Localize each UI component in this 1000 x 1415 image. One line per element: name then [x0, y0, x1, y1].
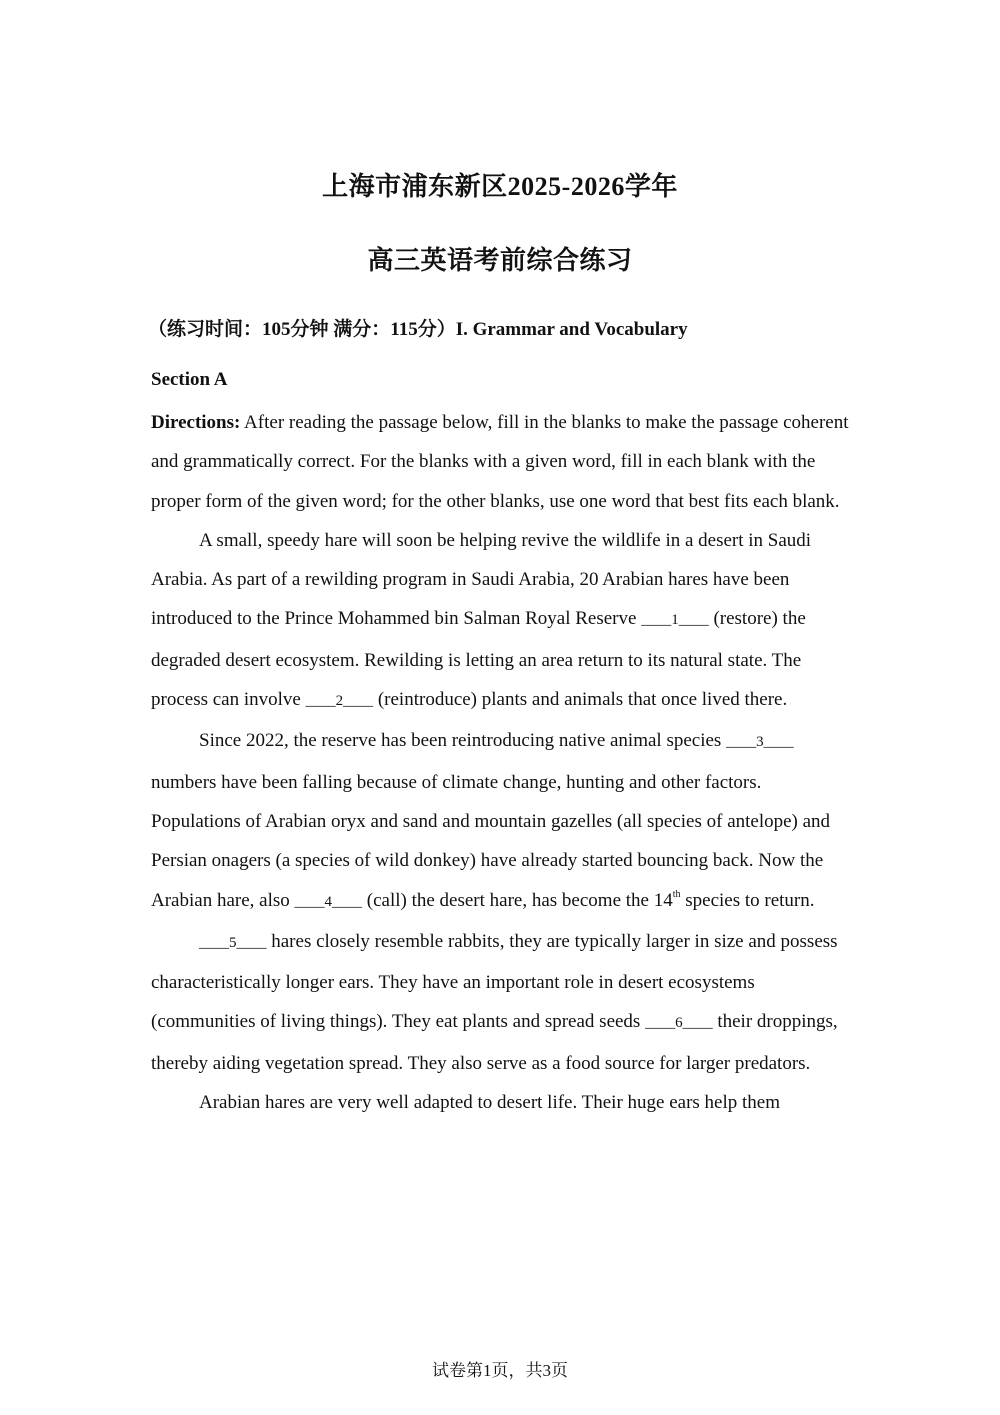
passage-text: their droppings, thereby aiding vegetation spread. They also serve as a food source for larger predators. [151, 1011, 838, 1074]
passage-text: (call) the desert hare, has become the 14 [362, 889, 673, 911]
passage-text: hares closely resemble rabbits, they are typically larger in size and possess characteristically longer ears. They have an important role in desert ecosystems (communities of living things). They eat plants and spread seeds [151, 930, 838, 1033]
passage-text: Arabian hares are very well adapted to desert life. Their huge ears help them [199, 1092, 781, 1114]
blank-4: ____4____ [294, 893, 362, 910]
passage-text: A small, speedy hare will soon be helping revive the wildlife in a desert in Saudi Arabia. As part of a rewilding program in Saudi Arabia, 20 Arabian hares have been introduced to the Prince Mohammed bin Salman Royal Reserve [151, 529, 812, 630]
exam-info: （练习时间：105分钟 满分：115分）I. Grammar and Vocabulary [148, 319, 688, 340]
directions-paragraph [151, 403, 851, 521]
passage-text: (reintroduce) plants and animals that once lived there. [373, 689, 788, 711]
passage-text: numbers have been falling because of climate change, hunting and other factors. Populations of Arabian oryx and sand and mountain gazelles (all species of antelope) and Persian onagers (a species of wild donkey) have already started bouncing back. Now the Arabian hare, also [151, 771, 831, 911]
directions-text: After reading the passage below, fill in the blanks to make the passage coherent and grammatically correct. For the blanks with a given word, fill in each blank with the proper form of the given word; for the other blanks, use one word that best fits each blank. [151, 412, 849, 512]
blank-5: ____5____ [199, 934, 267, 951]
page-footer: 试卷第1页，共3页 [432, 1361, 568, 1380]
blank-1: ____1____ [641, 612, 709, 629]
passage-paragraph-3 [151, 922, 851, 1083]
blank-3: ____3____ [726, 734, 794, 751]
blank-2: ____2____ [305, 693, 374, 710]
passage-paragraph-4 [151, 1083, 851, 1122]
exam-subtitle: 高三英语考前综合练习 [367, 246, 633, 275]
ordinal-suffix: th [672, 888, 681, 900]
passage-text: Since 2022, the reserve has been reintroducing native animal species [199, 730, 727, 752]
directions-label: Directions: [151, 412, 241, 433]
exam-title: 上海市浦东新区2025-2026学年 [322, 172, 678, 201]
section-label: Section A [151, 369, 228, 390]
passage-text: species to return. [680, 889, 815, 911]
passage-paragraph-1 [151, 521, 851, 721]
passage-text: (restore) the degraded desert ecosystem. Rewilding is letting an area return to its natural state. The process can involve [151, 608, 806, 711]
passage-body [151, 403, 851, 1122]
blank-6: ____6____ [645, 1015, 713, 1032]
passage-paragraph-2 [151, 721, 851, 921]
